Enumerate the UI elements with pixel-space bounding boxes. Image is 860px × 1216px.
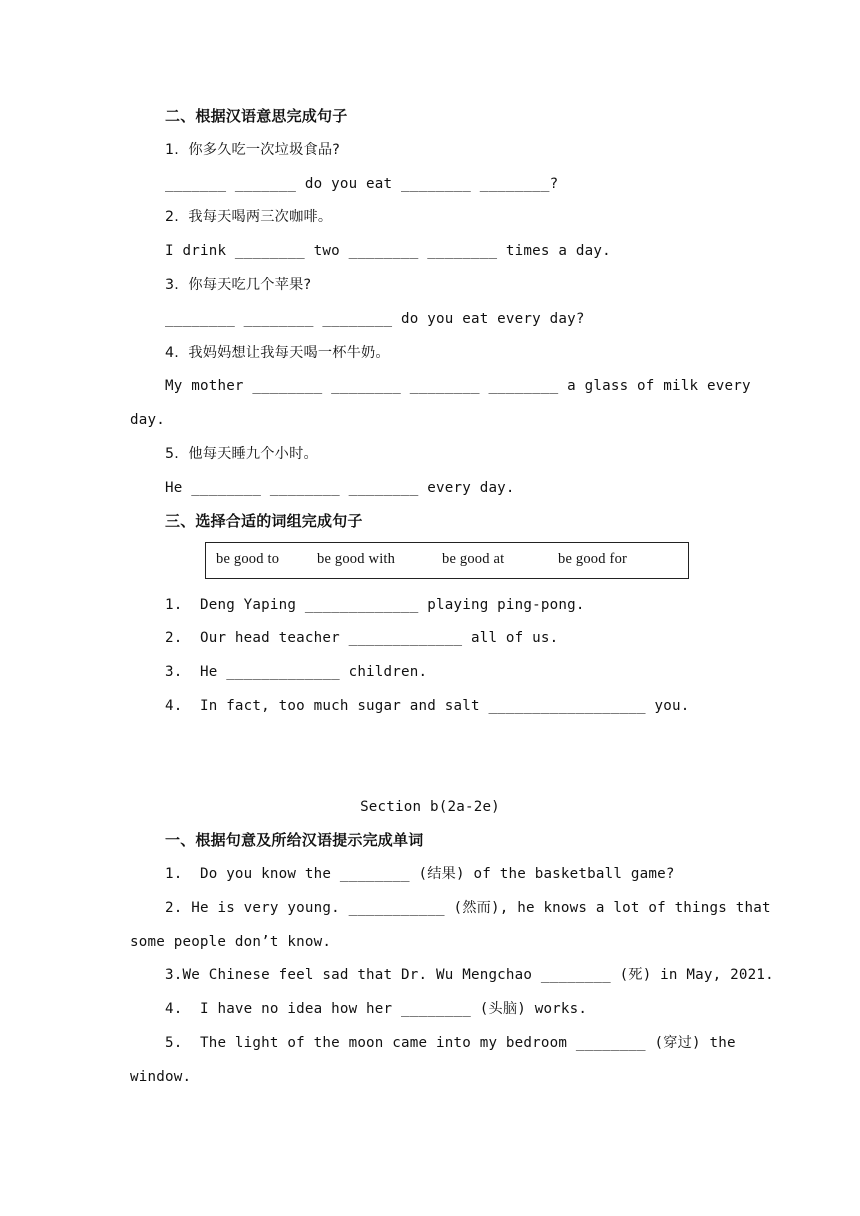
- part1b-item5-continued: window.: [130, 1069, 192, 1085]
- part2-item5-chinese: 5. 他每天睡九个小时。: [165, 446, 318, 462]
- part1b-item3: 3.We Chinese feel sad that Dr. Wu Mengchao ________ (死) in May, 2021.: [165, 967, 774, 983]
- part2-item5-english: He ________ ________ ________ every day.: [165, 480, 515, 496]
- part3-item2: 2. Our head teacher _____________ all of us.: [165, 630, 559, 646]
- phrase-box: [205, 542, 689, 579]
- phrase-be-good-at: be good at: [442, 551, 505, 567]
- part2-item3-chinese: 3. 你每天吃几个苹果?: [165, 277, 312, 293]
- phrase-be-good-to: be good to: [216, 551, 280, 567]
- phrase-be-good-for: be good for: [558, 551, 628, 567]
- part2-item4-english: My mother ________ ________ ________ ________ a glass of milk every: [165, 378, 751, 394]
- part3-item3: 3. He _____________ children.: [165, 664, 428, 680]
- part2-heading: 二、根据汉语意思完成句子: [165, 107, 348, 125]
- part1b-item2: 2. He is very young. ___________ (然而), he knows a lot of things that: [165, 900, 771, 916]
- part3-item1: 1. Deng Yaping _____________ playing ping-pong.: [165, 597, 585, 613]
- part2-item4-chinese: 4. 我妈妈想让我每天喝一杯牛奶。: [165, 345, 390, 361]
- part3-heading: 三、选择合适的词组完成句子: [165, 512, 363, 530]
- part3-item4: 4. In fact, too much sugar and salt __________________ you.: [165, 698, 690, 714]
- part1b-item4: 4. I have no idea how her ________ (头脑) works.: [165, 1001, 588, 1017]
- part2-item3-english: ________ ________ ________ do you eat every day?: [165, 311, 585, 327]
- part1b-item2-continued: some people don’t know.: [130, 934, 332, 950]
- phrase-be-good-with: be good with: [317, 551, 396, 567]
- part1b-item5: 5. The light of the moon came into my bedroom ________ (穿过) the: [165, 1035, 736, 1051]
- part2-item4-english-continued: day.: [130, 412, 165, 428]
- section-title: Section b(2a-2e): [360, 799, 500, 815]
- part1b-heading: 一、根据句意及所给汉语提示完成单词: [165, 831, 424, 849]
- part2-item1-chinese: 1. 你多久吃一次垃圾食品?: [165, 142, 340, 158]
- part1b-item1: 1. Do you know the ________ (结果) of the basketball game?: [165, 866, 675, 882]
- part2-item1-english: _______ _______ do you eat ________ ________?: [165, 176, 559, 192]
- part2-item2-chinese: 2. 我每天喝两三次咖啡。: [165, 209, 333, 225]
- part2-item2-english: I drink ________ two ________ ________ times a day.: [165, 243, 611, 259]
